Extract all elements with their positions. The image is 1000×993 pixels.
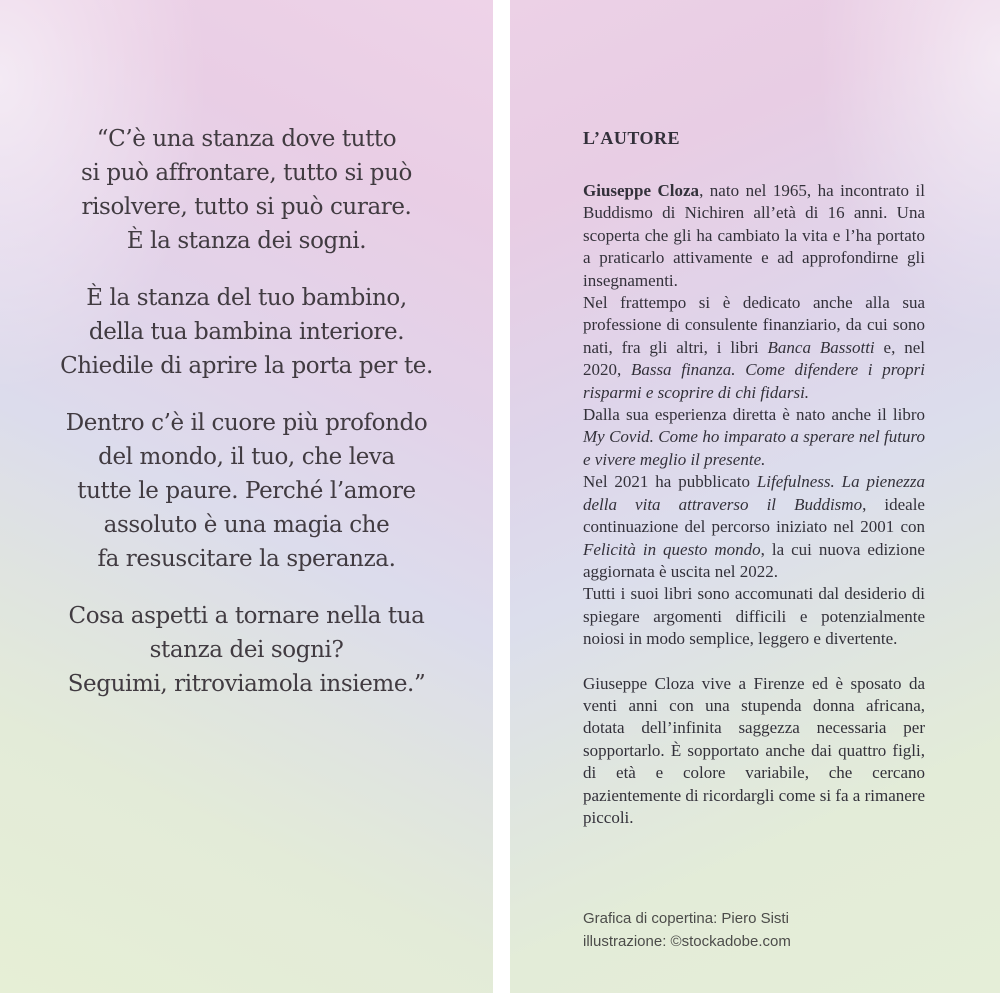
bio-text-segment: Banca Bassotti — [767, 337, 875, 357]
quote-line: fa resuscitare la speranza. — [97, 546, 396, 572]
author-bio — [583, 180, 925, 829]
quote-stanza — [0, 281, 493, 383]
quote-stanza — [0, 122, 493, 258]
bio-text-segment: Felicità in questo mondo — [583, 539, 761, 559]
credit-line-illustration: illustrazione: ©stockadobe.com — [583, 933, 791, 950]
author-column — [583, 0, 925, 993]
bio-text-segment: Dalla sua esperienza diretta è nato anche il libro — [583, 405, 925, 425]
credit-line-design: Grafica di copertina: Piero Sisti — [583, 910, 789, 927]
quote-line: del mondo, il tuo, che leva — [98, 444, 395, 470]
bio-text-segment: Giuseppe Cloza vive a Firenze ed è sposato da venti anni con una stupenda donna africana, dotata dell’infinita saggezza necessaria per sopportarlo. È sopportato anche dai quattro figli, di età e colore variabile, che cercano pazientemente di ricordargli come si fa a rimanere piccoli. — [583, 673, 925, 827]
quote-stanza — [0, 599, 493, 701]
quote-line: È la stanza del tuo bambino, — [86, 285, 407, 311]
bio-text-segment: Tutti i suoi libri sono accomunati dal desiderio di spiegare argomenti difficili e potenzialmente noiosi in modo semplice, leggero e divertente. — [583, 584, 925, 649]
bio-paragraph — [583, 404, 925, 471]
quote-line: Cosa aspetti a tornare nella tua — [68, 603, 425, 629]
quote-line: stanza dei sogni? — [149, 637, 344, 663]
quote-line: risolvere, tutto si può curare. — [81, 194, 412, 220]
bio-text-segment: , ideale continuazione del percorso iniziato nel 2001 con — [583, 494, 925, 537]
bio-text-segment: Bassa finanza. Come difendere i propri risparmi e scoprire di chi fidarsi. — [583, 360, 926, 402]
author-section-title: L’AUTORE — [583, 128, 681, 148]
bio-paragraph — [583, 673, 925, 830]
bio-text-segment: Giuseppe Cloza — [583, 181, 700, 200]
quote-text — [0, 0, 493, 701]
right-flap — [510, 0, 1000, 993]
bio-text-segment: Nel frattempo si è dedicato anche alla sua professione di consulente finanziario, da cui sono nati, fra gli altri, i libri — [583, 293, 925, 357]
bio-paragraph — [583, 292, 925, 404]
left-flap — [0, 0, 493, 993]
quote-line: Dentro c’è il cuore più profondo — [65, 410, 428, 436]
quote-stanza — [0, 406, 493, 576]
quote-line: Seguimi, ritroviamola insieme.” — [67, 671, 426, 697]
quote-line: assoluto è una magia che — [103, 512, 390, 538]
quote-line: È la stanza dei sogni. — [126, 228, 367, 254]
quote-line: della tua bambina interiore. — [88, 319, 405, 345]
bio-text-segment: , nato nel 1965, ha incontrato il Buddismo di Nichiren all’età di 16 anni. Una scoperta che gli ha cambiato la vita e l’ha portato a praticarlo attivamente e ad approfondirne gli insegnamenti. — [583, 181, 925, 290]
bio-paragraph — [583, 180, 925, 292]
credits-block — [583, 907, 791, 953]
flap-divider — [493, 0, 510, 993]
bio-text-segment: Lifefulness. La pienezza della vita attraverso il Buddismo — [583, 472, 926, 514]
quote-line: Chiedile di aprire la porta per te. — [60, 353, 433, 379]
bio-text-segment: , la cui nuova edizione aggiornata è uscita nel 2022. — [583, 539, 925, 581]
bio-text-segment: Nel 2021 ha pubblicato — [583, 472, 757, 492]
quote-line: “C’è una stanza dove tutto — [96, 126, 397, 152]
bio-paragraph — [583, 471, 925, 583]
bio-text-segment: My Covid. Come ho imparato a sperare nel futuro e vivere meglio il presente. — [583, 427, 925, 469]
bio-paragraph — [583, 583, 925, 650]
bio-text-segment: e, nel 2020, — [583, 337, 925, 380]
quote-line: si può affrontare, tutto si può — [81, 160, 412, 186]
quote-line: tutte le paure. Perché l’amore — [77, 478, 416, 504]
